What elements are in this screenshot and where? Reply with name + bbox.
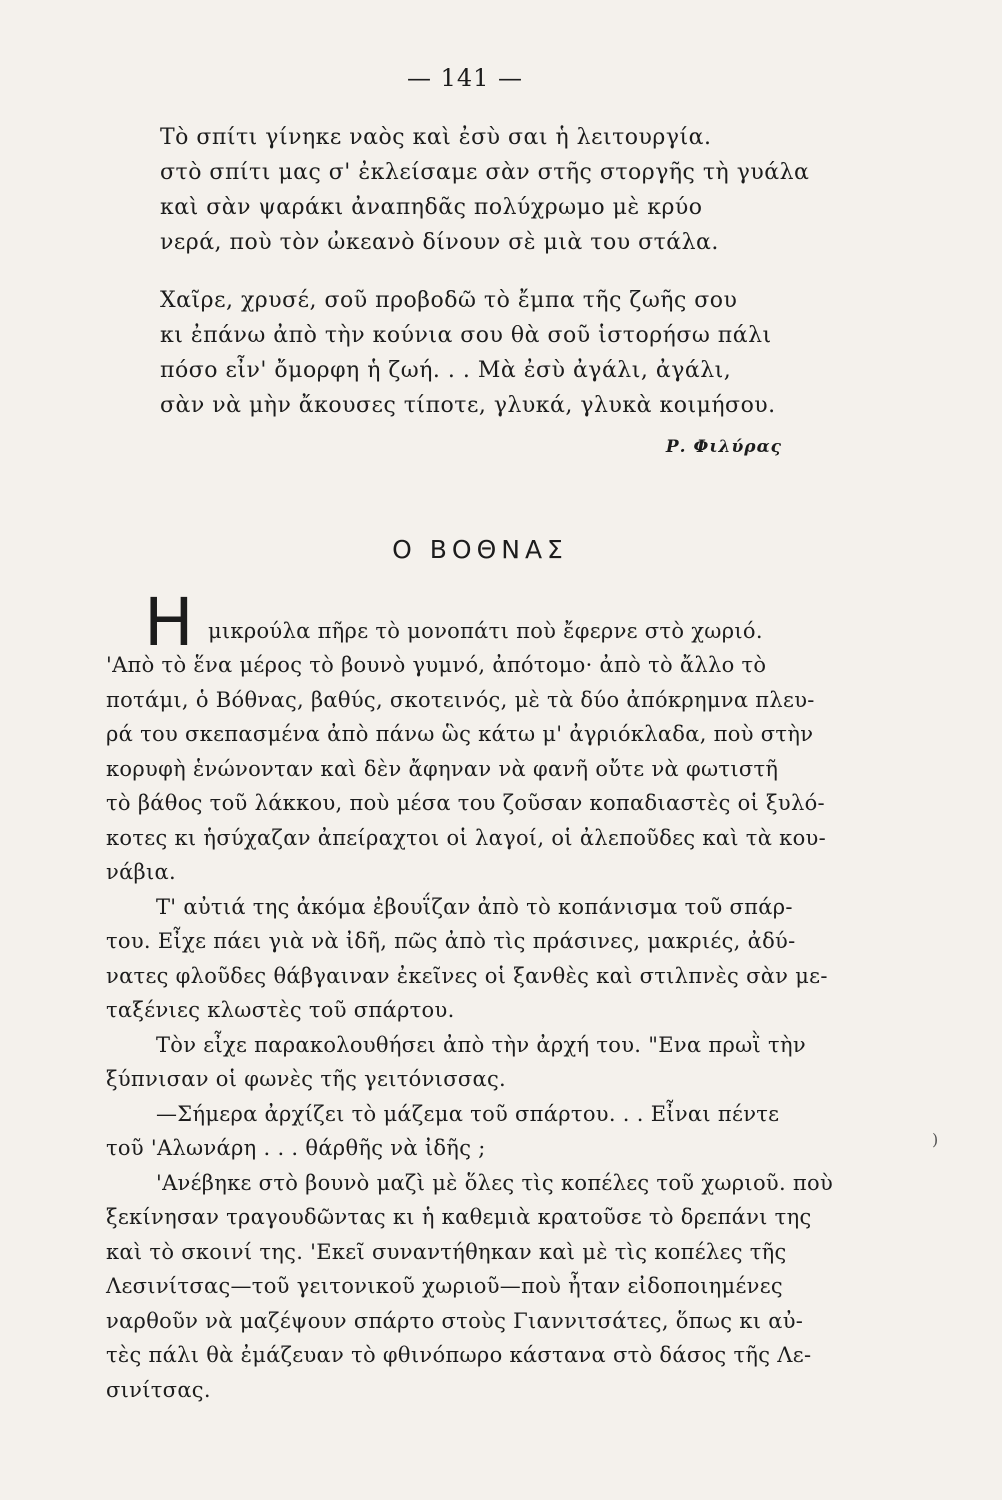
first-line xyxy=(106,584,876,661)
poem-line: στὸ σπίτι μας σ' ἐκλείσαμε σὰν στῆς στοργῆς τὴ γυάλα xyxy=(160,160,810,185)
prose-line: νάβια. xyxy=(106,860,176,884)
margin-mark: ) xyxy=(932,1130,939,1149)
prose-line: ναρθοῦν νὰ μαζέψουν σπάρτο στοὺς Γιαννιτσάτες, ὅπως κι αὐ- xyxy=(106,1308,804,1333)
prose-line: τοῦ 'Αλωνάρη . . . θάρθῆς νὰ ἰδῆς ; xyxy=(106,1136,486,1160)
poem-line: Τὸ σπίτι γίνηκε ναὸς καὶ ἐσὺ σαι ἡ λειτουργία. xyxy=(160,125,712,150)
poem-stanza-1 xyxy=(160,120,880,260)
prose-line: Τὸν εἶχε παρακολουθήσει ἀπὸ τὴν ἀρχή του. "Ενα πρωῒ τὴν xyxy=(156,1032,806,1057)
story-title: Ο ΒΟΘΝΑΣ xyxy=(392,535,568,564)
poem-line: νερά, ποὺ τὸν ὠκεανὸ δίνουν σὲ μιὰ του στάλα. xyxy=(160,230,719,255)
story-body xyxy=(106,584,876,1407)
prose-line: —Σήμερα ἀρχίζει τὸ μάζεμα τοῦ σπάρτου. . . Εἶναι πέντε xyxy=(156,1101,780,1126)
prose-line: του. Εἶχε πάει γιὰ νὰ ἰδῆ, πῶς ἀπὸ τὶς πράσινες, μακριές, ἀδύ- xyxy=(106,929,796,953)
poem-line: σὰν νὰ μὴν ἄκουσες τίποτε, γλυκά, γλυκὰ κοιμήσου. xyxy=(160,393,776,418)
poem-line: πόσο εἶν' ὄμορφη ἡ ζωή. . . Μὰ ἐσὺ ἀγάλι, ἀγάλι, xyxy=(160,358,732,383)
prose-line: 'Ανέβηκε στὸ βουνὸ μαζὶ μὲ ὅλες τὶς κοπέλες τοῦ χωριοῦ. ποὺ xyxy=(156,1170,834,1195)
prose-line: Τ' αὐτιά της ἀκόμα ἐβουΐζαν ἀπὸ τὸ κοπάνισμα τοῦ σπάρ- xyxy=(156,894,793,919)
prose-line: ξύπνισαν οἱ φωνὲς τῆς γειτόνισσας. xyxy=(106,1067,506,1091)
prose-line: ξεκίνησαν τραγουδῶντας κι ἡ καθεμιὰ κρατοῦσε τὸ δρεπάνι της xyxy=(106,1205,812,1229)
first-line-text: μικρούλα πῆρε τὸ μονοπάτι ποὺ ἔφερνε στὸ χωριό. xyxy=(207,618,763,643)
prose-line: Λεσινίτσας—τοῦ γειτονικοῦ χωριοῦ—ποὺ ἦταν εἰδοποιημένες xyxy=(106,1274,783,1298)
prose-line: ποτάμι, ὁ Βόθνας, βαθύς, σκοτεινός, μὲ τὰ δύο ἀπόκρημνα πλευ- xyxy=(106,687,815,712)
prose-line: ταξένιες κλωστὲς τοῦ σπάρτου. xyxy=(106,998,455,1022)
prose-line: καὶ τὸ σκοινί της. 'Εκεῖ συναντήθηκαν καὶ μὲ τὶς κοπέλες τῆς xyxy=(106,1239,787,1264)
drop-cap: Η xyxy=(144,584,194,661)
poem-line: κι ἐπάνω ἀπὸ τὴν κούνια σου θὰ σοῦ ἱστορήσω πάλι xyxy=(160,323,772,348)
prose-line: τὲς πάλι θὰ ἐμάζευαν τὸ φθινόπωρο κάστανα στὸ δάσος τῆς Λε- xyxy=(106,1343,812,1367)
page-number: — 141 — xyxy=(406,64,524,92)
prose-line: νατες φλοῦδες θάβγαιναν ἐκεῖνες οἱ ξανθὲς καὶ στιλπνὲς σὰν με- xyxy=(106,963,828,988)
prose-line: 'Απὸ τὸ ἕνα μέρος τὸ βουνὸ γυμνό, ἀπότομο· ἀπὸ τὸ ἄλλο τὸ xyxy=(106,653,767,677)
poem-line: καὶ σὰν ψαράκι ἀναπηδᾶς πολύχρωμο μὲ κρύο xyxy=(160,195,703,220)
poem-signature: Ρ. Φιλύρας xyxy=(665,437,782,457)
poem-line: Χαῖρε, χρυσέ, σοῦ προβοδῶ τὸ ἔμπα τῆς ζωῆς σου xyxy=(160,288,738,313)
prose-line: κορυφὴ ἑνώνονταν καὶ δὲν ἄφηναν νὰ φανῆ οὔτε νὰ φωτιστῆ xyxy=(106,756,779,781)
prose-line: κοτες κι ἡσύχαζαν ἀπείραχτοι οἱ λαγοί, οἱ ἀλεποῦδες καὶ τὰ κου- xyxy=(106,825,826,850)
poem-stanza-2 xyxy=(160,283,880,423)
prose-line: σινίτσας. xyxy=(106,1377,211,1402)
prose-line: ρά του σκεπασμένα ἀπὸ πάνω ὣς κάτω μ' ἀγριόκλαδα, ποὺ στὴν xyxy=(106,722,814,746)
prose-line: τὸ βάθος τοῦ λάκκου, ποὺ μέσα του ζοῦσαν κοπαδιαστὲς οἱ ξυλό- xyxy=(106,791,825,815)
